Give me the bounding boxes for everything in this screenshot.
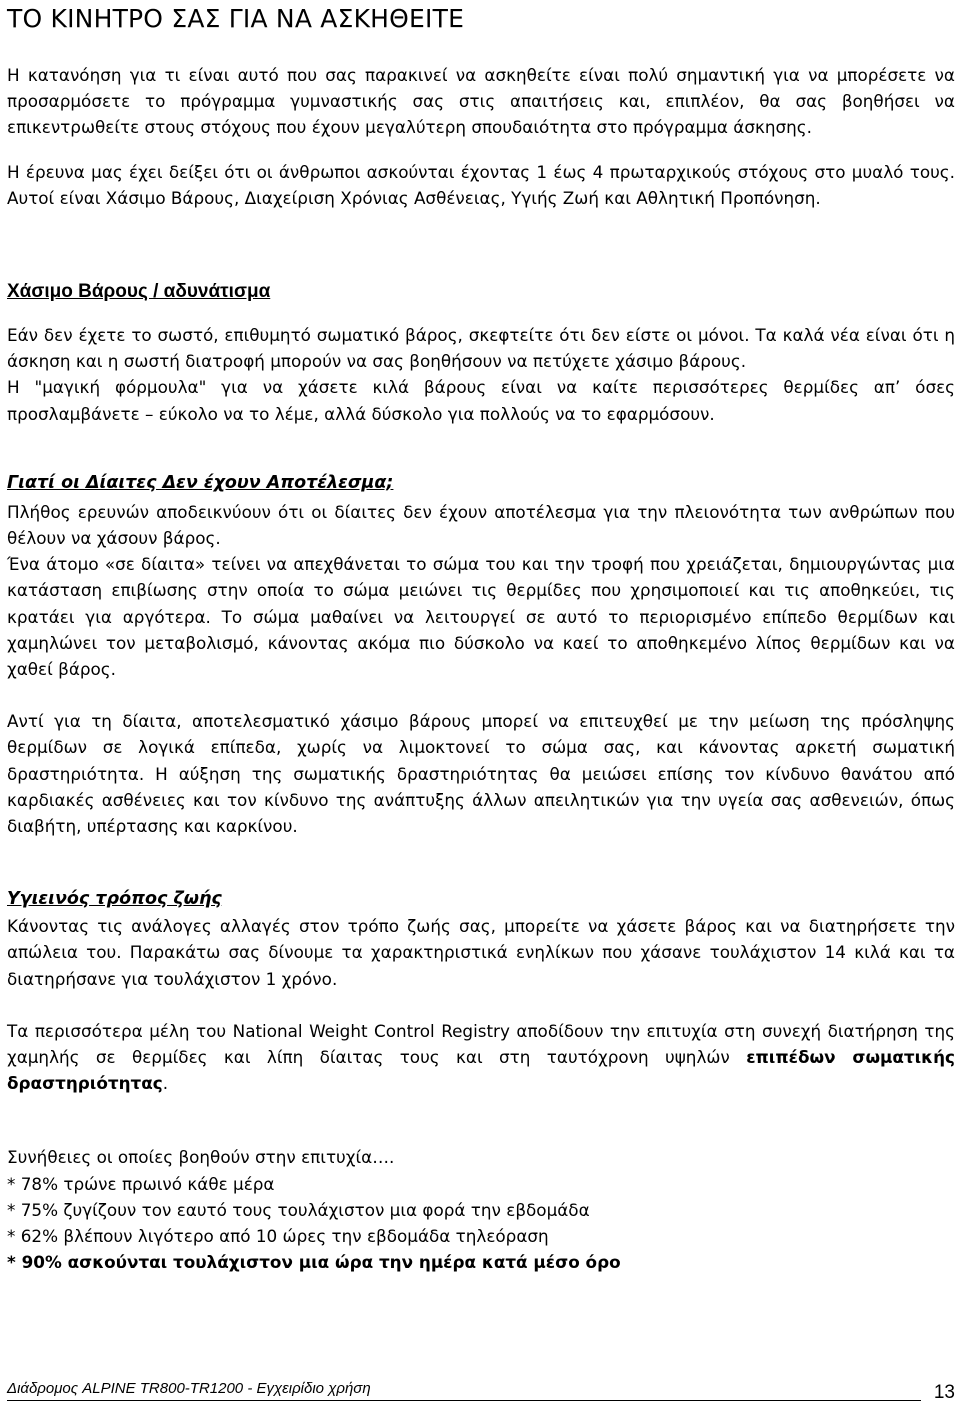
footer-text: Διάδρομος ALPINE TR800-TR1200 - Εγχειρίδιο χρήση — [7, 1380, 371, 1397]
habit-item: * 62% βλέπουν λιγότερο από 10 ώρες την εβδομάδα τηλεόραση — [7, 1226, 549, 1247]
diets-paragraph-3: Αντί για τη δίαιτα, αποτελεσματικό χάσιμο βάρους μπορεί να επιτευχθεί με την μείωση της πρόσληψης θερμίδων σε λογικά επίπεδα, χωρίς να λιμοκτονεί το σώμα σας, και κάνοντας αρκετή σωματική δραστηριότητα. Η αύξηση της σωματικής δραστηριότητας θα μειώσει επίσης τον κίνδυνο θανάτου από καρδιακές ασθένειες και τον κίνδυνο της ανάπτυξης άλλων απειλητικών για την υγεία σας ασθενειών, όπως διαβήτη, υπέρτασης και καρκίνου. — [7, 711, 955, 837]
habits-list — [7, 1171, 955, 1276]
habit-item: * 75% ζυγίζουν τον εαυτό τους τουλάχιστον μια φορά την εβδομάδα — [7, 1199, 590, 1220]
footer-divider — [7, 1400, 921, 1401]
intro-paragraph-2a: Η έρευνα μας έχει δείξει ότι οι άνθρωποι ασκούνται έχοντας 1 έως 4 πρωταρχικούς στόχους στο μυαλό τους. — [7, 161, 955, 182]
diets-paragraph-1: Πλήθος ερευνών αποδεικνύουν ότι οι δίαιτες δεν έχουν αποτέλεσμα για την πλειονότητα των ανθρώπων που θέλουν να χάσουν βάρος. — [7, 501, 955, 549]
weight-loss-paragraph-2: Η "μαγική φόρμουλα" για να χάσετε κιλά βάρους είναι να καίτε περισσότερες θερμίδες απ’ όσες προσλαμβάνετε – εύκολο να το λέμε, αλλά δύσκολο για πολλούς να το εφαρμόσουν. — [7, 377, 955, 424]
page-title: ΤΟ ΚΙΝΗΤΡΟ ΣΑΣ ΓΙΑ ΝΑ ΑΣΚΗΘΕΙΤΕ — [7, 4, 465, 33]
habit-item-bold: * 90% ασκούνται τουλάχιστον μια ώρα την ημέρα κατά μέσο όρο — [7, 1252, 621, 1273]
page-number: 13 — [933, 1382, 955, 1403]
healthy-paragraph-2-main: Τα περισσότερα μέλη του National Weight Control Registry αποδίδουν την επιτυχία στη συνεχή διατήρηση της χαμηλής σε θερμίδες και λίπη δίαιτας τους και στη ταυτόχρονη υψηλών — [7, 1020, 955, 1068]
diets-heading: Γιατί οι Δίαιτες Δεν έχουν Αποτέλεσμα; — [7, 472, 394, 493]
document-page — [7, 0, 955, 1276]
weight-loss-heading: Χάσιμο Βάρους / αδυνάτισμα — [7, 281, 271, 303]
habits-intro: Συνήθειες οι οποίες βοηθούν στην επιτυχία…. — [7, 1147, 395, 1168]
healthy-paragraph-2-end: . — [162, 1073, 169, 1094]
intro-paragraph-1: Η κατανόηση για τι είναι αυτό που σας παρακινεί να ασκηθείτε είναι πολύ σημαντική για να μπορέσετε να προσαρμόσετε το πρόγραμμα γυμναστικής σας στις απαιτήσεις και, επιπλέον, θα σας βοηθήσει να επικεντρωθείτε στους στόχους που έχουν μεγαλύτερη σπουδαιότητα στο πρόγραμμα άσκησης. — [7, 65, 955, 138]
healthy-paragraph-2-bold: επιπέδων σωματικής δραστηριότητας — [7, 1047, 955, 1094]
intro-paragraph-2 — [7, 159, 955, 211]
habit-item: * 78% τρώνε πρωινό κάθε μέρα — [7, 1173, 275, 1194]
healthy-paragraph-2 — [7, 1018, 955, 1097]
weight-loss-paragraph-1: Εάν δεν έχετε το σωστό, επιθυμητό σωματικό βάρος, σκεφτείτε ότι δεν είστε οι μόνοι. Τα καλά νέα είναι ότι η άσκηση και η σωστή διατροφή μπορούν να σας βοηθήσουν να πετύχετε χάσιμο βάρους. — [7, 325, 955, 372]
page-footer — [7, 1378, 955, 1404]
diets-paragraph-2: Ένα άτομο «σε δίαιτα» τείνει να απεχθάνεται το σώμα του και την τροφή που χρειάζεται, δημιουργώντας μια κατάσταση επιβίωσης στην οποία το σώμα μειώνει τις θερμίδες που χρησιμοποιεί και τις αποθηκεύει, τις κρατάει για αργότερα. Το σώμα μαθαίνει να λειτουργεί σε αυτό το περιορισμένο επίπεδο θερμίδων και χαμηλώνει τον μεταβολισμό, κάνοντας ακόμα πιο δύσκολο να καεί το αποθηκεμένο λίπος θερμίδων και να χαθεί βάρος. — [7, 554, 955, 680]
intro-paragraph-2b: Αυτοί είναι Χάσιμο Βάρους, Διαχείριση Χρόνιας Ασθένειας, Υγιής Ζωή και Αθλητική Προπόνηση. — [7, 187, 821, 208]
healthy-heading: Υγιεινός τρόπος ζωής — [7, 889, 222, 910]
healthy-paragraph-1: Κάνοντας τις ανάλογες αλλαγές στον τρόπο ζωής σας, μπορείτε να χάσετε βάρος και να διατηρήσετε την απώλεια του. Παρακάτω σας δίνουμε τα χαρακτηριστικά ενηλίκων που χάσανε τουλάχιστον 14 κιλά και τα διατηρήσανε για τουλάχιστον 1 χρόνο. — [7, 916, 955, 989]
